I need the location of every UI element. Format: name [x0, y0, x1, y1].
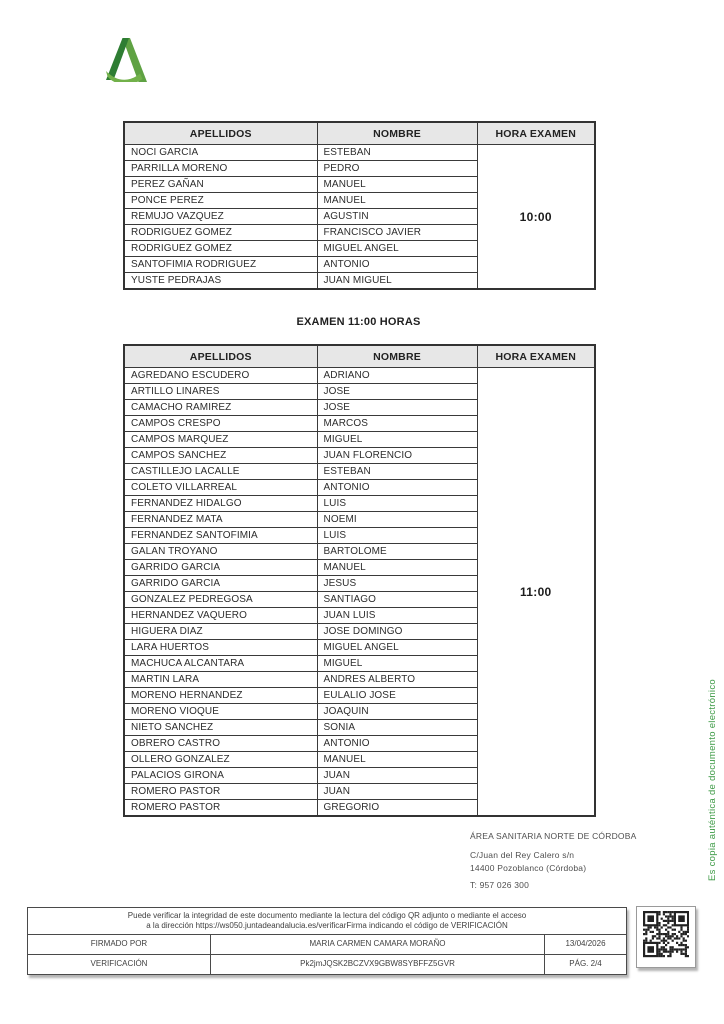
- section-heading: EXAMEN 11:00 HORAS: [296, 316, 421, 328]
- qr-code-icon: [643, 911, 689, 962]
- apellidos-cell: ROMERO PASTOR: [124, 800, 317, 817]
- apellidos-cell: YUSTE PEDRAJAS: [124, 273, 317, 290]
- exam-table-10: [123, 121, 596, 290]
- apellidos-cell: SANTOFIMIA RODRIGUEZ: [124, 257, 317, 273]
- header-nombre: NOMBRE: [317, 122, 477, 145]
- firmado-value: MARIA CARMEN CAMARA MORAÑO: [211, 935, 545, 955]
- nombre-cell: ANDRES ALBERTO: [317, 672, 477, 688]
- verification-intro-line2: a la dirección https://ws050.juntadeandalucia.es/verificarFirma indicando el código de VERIFICACIÓN: [146, 921, 508, 930]
- nombre-cell: EULALIO JOSE: [317, 688, 477, 704]
- apellidos-cell: GONZALEZ PEDREGOSA: [124, 592, 317, 608]
- nombre-cell: MIGUEL ANGEL: [317, 640, 477, 656]
- qr-code-box: [636, 906, 696, 968]
- nombre-cell: MIGUEL ANGEL: [317, 241, 477, 257]
- nombre-cell: FRANCISCO JAVIER: [317, 225, 477, 241]
- apellidos-cell: REMUJO VAZQUEZ: [124, 209, 317, 225]
- verificacion-row: [28, 955, 627, 975]
- apellidos-cell: ROMERO PASTOR: [124, 784, 317, 800]
- nombre-cell: PEDRO: [317, 161, 477, 177]
- apellidos-cell: PALACIOS GIRONA: [124, 768, 317, 784]
- exam-table-10-body: [124, 145, 595, 290]
- apellidos-cell: RODRIGUEZ GOMEZ: [124, 241, 317, 257]
- nombre-cell: ANTONIO: [317, 736, 477, 752]
- nombre-cell: ESTEBAN: [317, 145, 477, 161]
- header-hora-examen: HORA EXAMEN: [477, 122, 595, 145]
- header-apellidos: APELLIDOS: [124, 345, 317, 368]
- apellidos-cell: FERNANDEZ HIDALGO: [124, 496, 317, 512]
- apellidos-cell: NIETO SANCHEZ: [124, 720, 317, 736]
- nombre-cell: MARCOS: [317, 416, 477, 432]
- apellidos-cell: MARTIN LARA: [124, 672, 317, 688]
- apellidos-cell: AGREDANO ESCUDERO: [124, 368, 317, 384]
- nombre-cell: ADRIANO: [317, 368, 477, 384]
- address-phone: T: 957 026 300: [470, 880, 530, 890]
- nombre-cell: MANUEL: [317, 177, 477, 193]
- apellidos-cell: CAMPOS CRESPO: [124, 416, 317, 432]
- apellidos-cell: HERNANDEZ VAQUERO: [124, 608, 317, 624]
- nombre-cell: LUIS: [317, 528, 477, 544]
- nombre-cell: JOAQUIN: [317, 704, 477, 720]
- apellidos-cell: PEREZ GAÑAN: [124, 177, 317, 193]
- apellidos-cell: RODRIGUEZ GOMEZ: [124, 225, 317, 241]
- page-number: PÁG. 2/4: [545, 955, 627, 975]
- nombre-cell: JUAN: [317, 768, 477, 784]
- logo-a-icon: [103, 38, 149, 82]
- verification-table: [27, 907, 627, 975]
- verificacion-label: VERIFICACIÓN: [28, 955, 211, 975]
- hora-examen-cell: 10:00: [477, 145, 595, 290]
- apellidos-cell: GALAN TROYANO: [124, 544, 317, 560]
- exam-table-11-body: [124, 368, 595, 817]
- apellidos-cell: NOCI GARCIA: [124, 145, 317, 161]
- nombre-cell: ANTONIO: [317, 257, 477, 273]
- apellidos-cell: CAMPOS MARQUEZ: [124, 432, 317, 448]
- table-header-row: [124, 122, 595, 145]
- nombre-cell: ANTONIO: [317, 480, 477, 496]
- header-apellidos: APELLIDOS: [124, 122, 317, 145]
- nombre-cell: ESTEBAN: [317, 464, 477, 480]
- nombre-cell: GREGORIO: [317, 800, 477, 817]
- verificacion-value: Pk2jmJQSK2BCZVX9GBW8SYBFFZ5GVR: [211, 955, 545, 975]
- nombre-cell: JUAN: [317, 784, 477, 800]
- nombre-cell: BARTOLOME: [317, 544, 477, 560]
- apellidos-cell: GARRIDO GARCIA: [124, 576, 317, 592]
- address-city: 14400 Pozoblanco (Córdoba): [470, 862, 587, 873]
- header-hora-examen: HORA EXAMEN: [477, 345, 595, 368]
- nombre-cell: JOSE: [317, 384, 477, 400]
- nombre-cell: MIGUEL: [317, 432, 477, 448]
- nombre-cell: JOSE DOMINGO: [317, 624, 477, 640]
- address-street: C/Juan del Rey Calero s/n: [470, 850, 575, 860]
- apellidos-cell: MORENO VIOQUE: [124, 704, 317, 720]
- firmado-label: FIRMADO POR: [28, 935, 211, 955]
- nombre-cell: SONIA: [317, 720, 477, 736]
- verification-intro: [28, 908, 627, 935]
- apellidos-cell: CAMPOS SANCHEZ: [124, 448, 317, 464]
- address-block: [470, 831, 636, 890]
- nombre-cell: JESUS: [317, 576, 477, 592]
- apellidos-cell: ARTILLO LINARES: [124, 384, 317, 400]
- apellidos-cell: MACHUCA ALCANTARA: [124, 656, 317, 672]
- hora-examen-cell: 11:00: [477, 368, 595, 817]
- apellidos-cell: PONCE PEREZ: [124, 193, 317, 209]
- address-title: ÁREA SANITARIA NORTE DE CÓRDOBA: [470, 831, 637, 841]
- nombre-cell: JOSE: [317, 400, 477, 416]
- table-row: [124, 368, 595, 384]
- nombre-cell: AGUSTIN: [317, 209, 477, 225]
- nombre-cell: NOEMI: [317, 512, 477, 528]
- apellidos-cell: OBRERO CASTRO: [124, 736, 317, 752]
- nombre-cell: MANUEL: [317, 193, 477, 209]
- nombre-cell: MANUEL: [317, 560, 477, 576]
- exam-table-11: [123, 344, 596, 817]
- apellidos-cell: MORENO HERNANDEZ: [124, 688, 317, 704]
- apellidos-cell: CAMACHO RAMIREZ: [124, 400, 317, 416]
- apellidos-cell: GARRIDO GARCIA: [124, 560, 317, 576]
- apellidos-cell: FERNANDEZ MATA: [124, 512, 317, 528]
- apellidos-cell: CASTILLEJO LACALLE: [124, 464, 317, 480]
- firmado-date: 13/04/2026: [545, 935, 627, 955]
- authenticity-note: Es copia auténtica de documento electrónico: [707, 679, 718, 881]
- nombre-cell: LUIS: [317, 496, 477, 512]
- apellidos-cell: OLLERO GONZALEZ: [124, 752, 317, 768]
- apellidos-cell: PARRILLA MORENO: [124, 161, 317, 177]
- header-nombre: NOMBRE: [317, 345, 477, 368]
- verification-intro-line1: Puede verificar la integridad de este documento mediante la lectura del código QR adjunto o mediante el acceso: [127, 910, 527, 920]
- nombre-cell: JUAN MIGUEL: [317, 273, 477, 290]
- table-header-row: [124, 345, 595, 368]
- apellidos-cell: HIGUERA DIAZ: [124, 624, 317, 640]
- nombre-cell: MANUEL: [317, 752, 477, 768]
- nombre-cell: SANTIAGO: [317, 592, 477, 608]
- nombre-cell: JUAN FLORENCIO: [317, 448, 477, 464]
- apellidos-cell: COLETO VILLARREAL: [124, 480, 317, 496]
- table-row: [124, 145, 595, 161]
- firmado-row: [28, 935, 627, 955]
- nombre-cell: MIGUEL: [317, 656, 477, 672]
- apellidos-cell: LARA HUERTOS: [124, 640, 317, 656]
- verification-intro-row: [28, 908, 627, 935]
- junta-de-andalucia-logo: [103, 38, 149, 82]
- apellidos-cell: FERNANDEZ SANTOFIMIA: [124, 528, 317, 544]
- nombre-cell: JUAN LUIS: [317, 608, 477, 624]
